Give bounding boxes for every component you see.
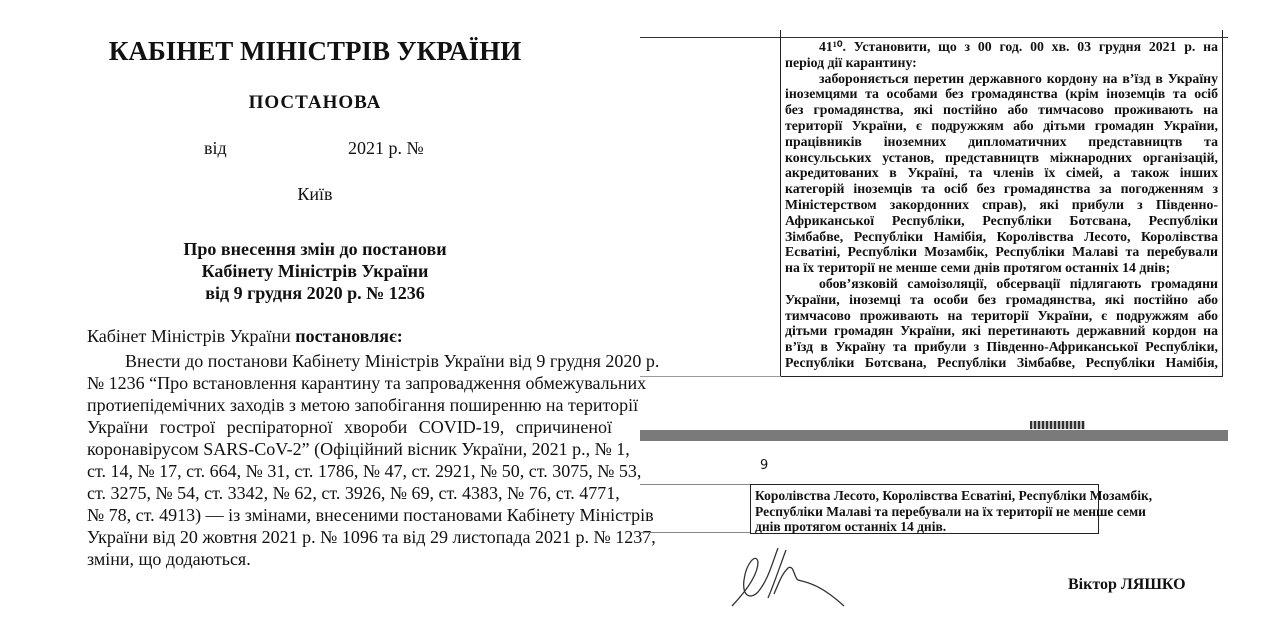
text-line: обов’язковій самоізоляції, обсервації підлягають громадяни	[819, 275, 1218, 291]
text-line: працівників іноземних дипломатичних представництв та	[785, 133, 1218, 149]
date-year: 2021 р. №	[348, 138, 424, 158]
signatory-name: Віктор ЛЯШКО	[1068, 576, 1186, 593]
text-line: Республіки Малаві та перебували на їх території не менше семи	[755, 503, 1146, 519]
table-border	[640, 532, 750, 533]
text-line: днів протягом останніх 14 днів.	[755, 519, 947, 534]
amendment-text	[785, 39, 1218, 371]
heading-line: від 9 грудня 2020 р. № 1236	[205, 283, 425, 303]
text-line: коронавірусом SARS-CoV-2” (Офіційний вісник України, 2021 р., № 1,	[87, 439, 630, 459]
heading-line: Про внесення змін до постанови	[183, 239, 447, 259]
page-number: 9	[760, 458, 769, 473]
text-line: Есватіні, Республіки Мозамбік, Республіки Малаві та перебували	[785, 244, 1218, 260]
resolution-body	[87, 350, 660, 570]
text-line: ст. 3275, № 54, ст. 3342, № 62, ст. 3926, № 69, ст. 4383, № 76, ст. 4771,	[87, 483, 620, 503]
city: Київ	[297, 184, 333, 204]
text-line: 41¹⁰. Установити, що з 00 год. 00 хв. 03 грудня 2021 р. на	[819, 39, 1218, 54]
intro-bold: постановляє:	[295, 326, 403, 346]
table-border	[640, 376, 781, 377]
text-line: № 78, ст. 4913) — із змінами, внесеними постановами Кабінету Міністрів	[87, 505, 654, 525]
document-type: ПОСТАНОВА	[248, 92, 382, 113]
text-line: в’їзд в Україну та прибули з Південно-Африканської Республіки,	[785, 339, 1218, 355]
text-line: без громадянства, які постійно або тимчасово проживають на	[785, 102, 1218, 118]
text-line: зміни, що додаються.	[87, 549, 251, 569]
text-line: іноземцями та особами без громадянства (крім іноземців та осіб	[785, 86, 1218, 102]
text-line: консульських установ, представництв міжнародних організацій,	[785, 149, 1218, 165]
text-line: акредитованих в Україні, та членів їх сімей, а також інших	[785, 165, 1218, 181]
page-separator	[640, 430, 1228, 441]
text-line: Зімбабве, Республіки Намібія, Королівства Лесото, Королівства	[785, 228, 1218, 244]
text-line: період дії карантину:	[785, 54, 917, 70]
scan-artifact	[1030, 421, 1085, 429]
text-line: території України, є подружжям або дітьми громадян України,	[785, 117, 1218, 133]
text-line: дітьми громадян України, які перетинають державний кордон на	[785, 323, 1218, 339]
intro	[87, 326, 403, 347]
text-line: на їх території не менше семи днів протягом останніх 14 днів;	[785, 260, 1171, 276]
text-line: України від 20 жовтня 2021 р. № 1096 та від 29 листопада 2021 р. № 1237,	[87, 527, 656, 547]
text-line: протиепідемічних заходів з метою запобігання поширенню на території	[87, 395, 639, 415]
text-line: забороняється перетин державного кордону на в’їзд в Україну	[819, 70, 1218, 86]
text-line: Внести до постанови Кабінету Міністрів України від 9 грудня 2020 р.	[125, 351, 660, 371]
resolution-heading	[0, 238, 630, 304]
date-prefix: від	[204, 138, 227, 158]
document-title: КАБІНЕТ МІНІСТРІВ УКРАЇНИ	[108, 36, 522, 66]
continuation-text	[755, 488, 1153, 535]
text-line: Міністерством закордонних справ), які прибули з Південно-	[785, 196, 1218, 212]
intro-text: Кабінет Міністрів України	[87, 326, 296, 346]
text-line: № 1236 “Про встановлення карантину та запровадження обмежувальних	[87, 373, 647, 393]
text-line: ст. 14, № 17, ст. 664, № 31, ст. 1786, № 47, ст. 2921, № 50, ст. 3075, № 53,	[87, 461, 642, 481]
heading-line: Кабінету Міністрів України	[201, 261, 429, 281]
text-line: Африканської Республіки, Республіки Ботсвана, Республіки	[785, 212, 1218, 228]
table-border	[640, 484, 750, 485]
text-line: України, іноземці та особи без громадянства, які постійно або	[785, 291, 1218, 307]
text-line: Королівства Лесото, Королівства Есватіні, Республіки Мозамбік,	[755, 488, 1153, 503]
text-line: Республіки Ботсвана, Республіки Зімбабве, Республіки Намібія,	[785, 354, 1218, 370]
text-line: України гострої респіраторної хвороби COVID-19, спричиненої	[87, 417, 612, 437]
text-line: категорій іноземців та осіб без громадянства за погодженням з	[785, 181, 1218, 197]
text-line: тимчасово проживають на території України, є подружжям або	[785, 307, 1218, 323]
signature	[728, 544, 858, 615]
